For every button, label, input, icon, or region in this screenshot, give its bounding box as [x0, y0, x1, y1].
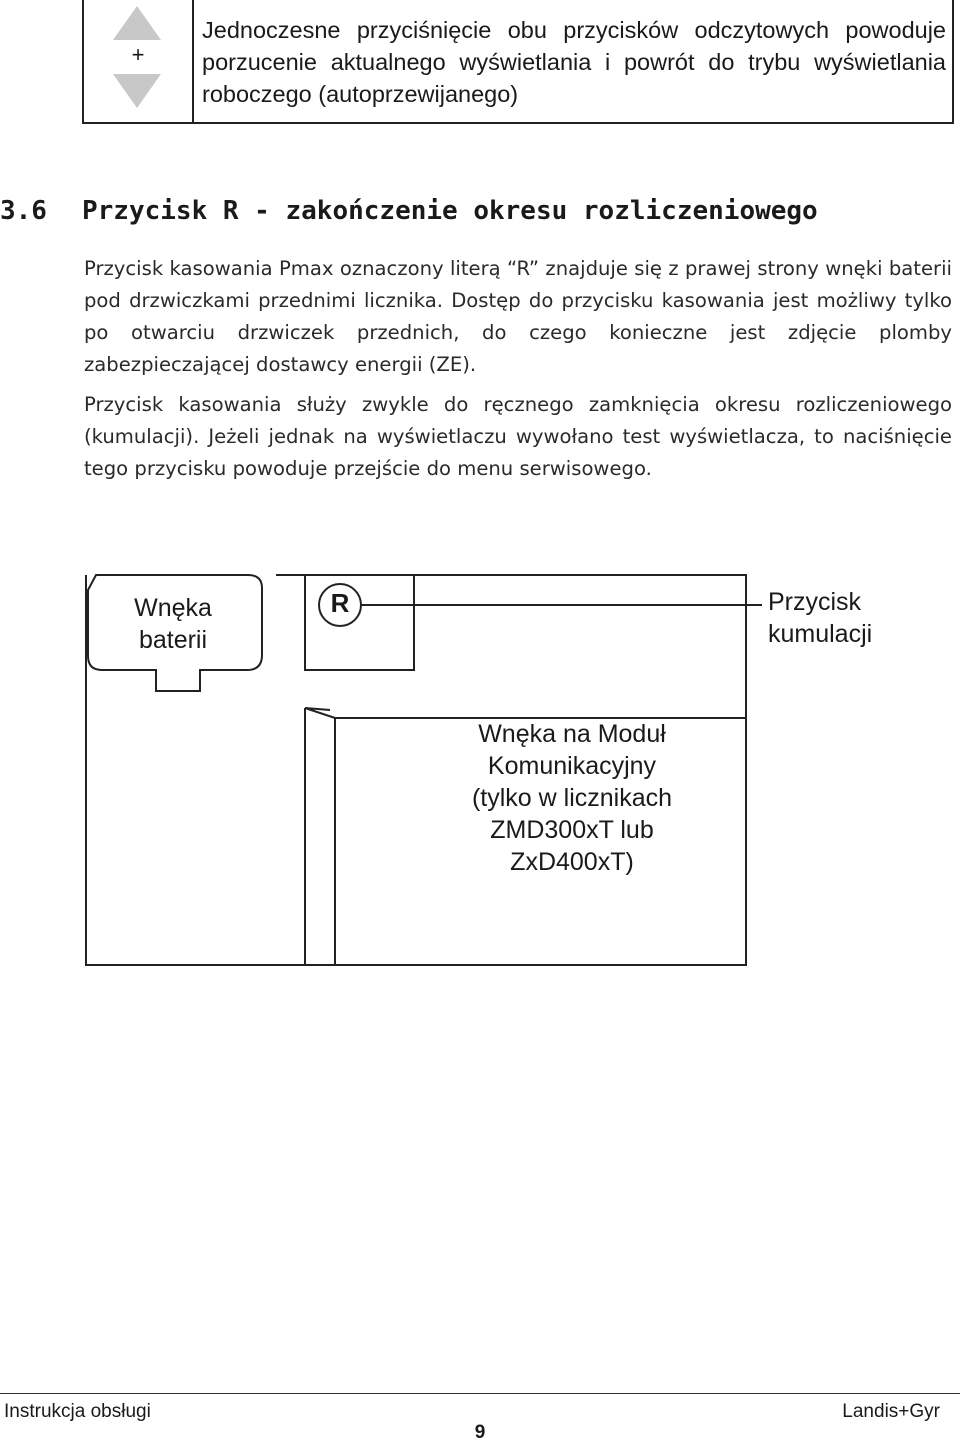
r-button-label: R	[330, 588, 350, 618]
section-body	[84, 253, 952, 485]
battery-label-line: baterii	[138, 626, 208, 654]
module-label-line: ZxD400xT)	[510, 848, 634, 876]
module-label-line: ZMD300xT lub	[490, 816, 654, 844]
plus-icon: +	[131, 42, 145, 67]
module-label-line: Wnęka na Moduł	[478, 720, 666, 748]
info-description: Jednoczesne przyciśnięcie obu przycisków odczytowych powoduje porzucenie aktualnego wyświetlania i powrót do trybu wyświetlania roboczego (autoprzewijanego)	[202, 17, 946, 107]
battery-label-line: Wnęka	[134, 594, 212, 622]
section-heading	[0, 190, 818, 232]
paragraph: Przycisk kasowania Pmax oznaczony literą “R” znajduje się z prawej strony wnęki baterii pod drzwiczkami przednimi licznika. Dostęp do przycisku kasowania jest możliwy tylko po otwarciu drzwiczek przednich, do czego konieczne jest zdjęcie plomby zabezpieczającej dostawcy energii (ZE).	[84, 257, 952, 376]
cumulation-label-line: kumulacji	[768, 620, 873, 648]
scroll-buttons-cell	[84, 0, 194, 122]
footer-brand: Landis+Gyr	[842, 1401, 940, 1422]
cumulation-label-line: Przycisk	[768, 588, 862, 616]
arrow-down-icon	[113, 74, 161, 108]
arrow-up-icon	[113, 6, 161, 40]
footer-divider	[0, 1393, 960, 1394]
footer-manual-title: Instrukcja obsługi	[4, 1401, 151, 1422]
battery-compartment-label	[108, 592, 238, 656]
section-title: Przycisk R - zakończenie okresu rozliczeniowego	[82, 196, 818, 226]
info-table	[82, 0, 954, 124]
page-number: 9	[474, 1422, 486, 1443]
cumulation-button-label	[768, 586, 872, 650]
paragraph: Przycisk kasowania służy zwykle do ręcznego zamknięcia okresu rozliczeniowego (kumulacji). Jeżeli jednak na wyświetlaczu wywołano test wyświetlacza, to naciśnięcie tego przycisku powoduje przejście do menu serwisowego.	[84, 393, 952, 480]
module-label-line: (tylko w licznikach	[471, 784, 673, 812]
module-compartment-label	[420, 718, 724, 878]
module-label-line: Komunikacyjny	[487, 752, 657, 780]
meter-diagram	[0, 570, 960, 970]
section-number: 3.6	[0, 196, 47, 226]
